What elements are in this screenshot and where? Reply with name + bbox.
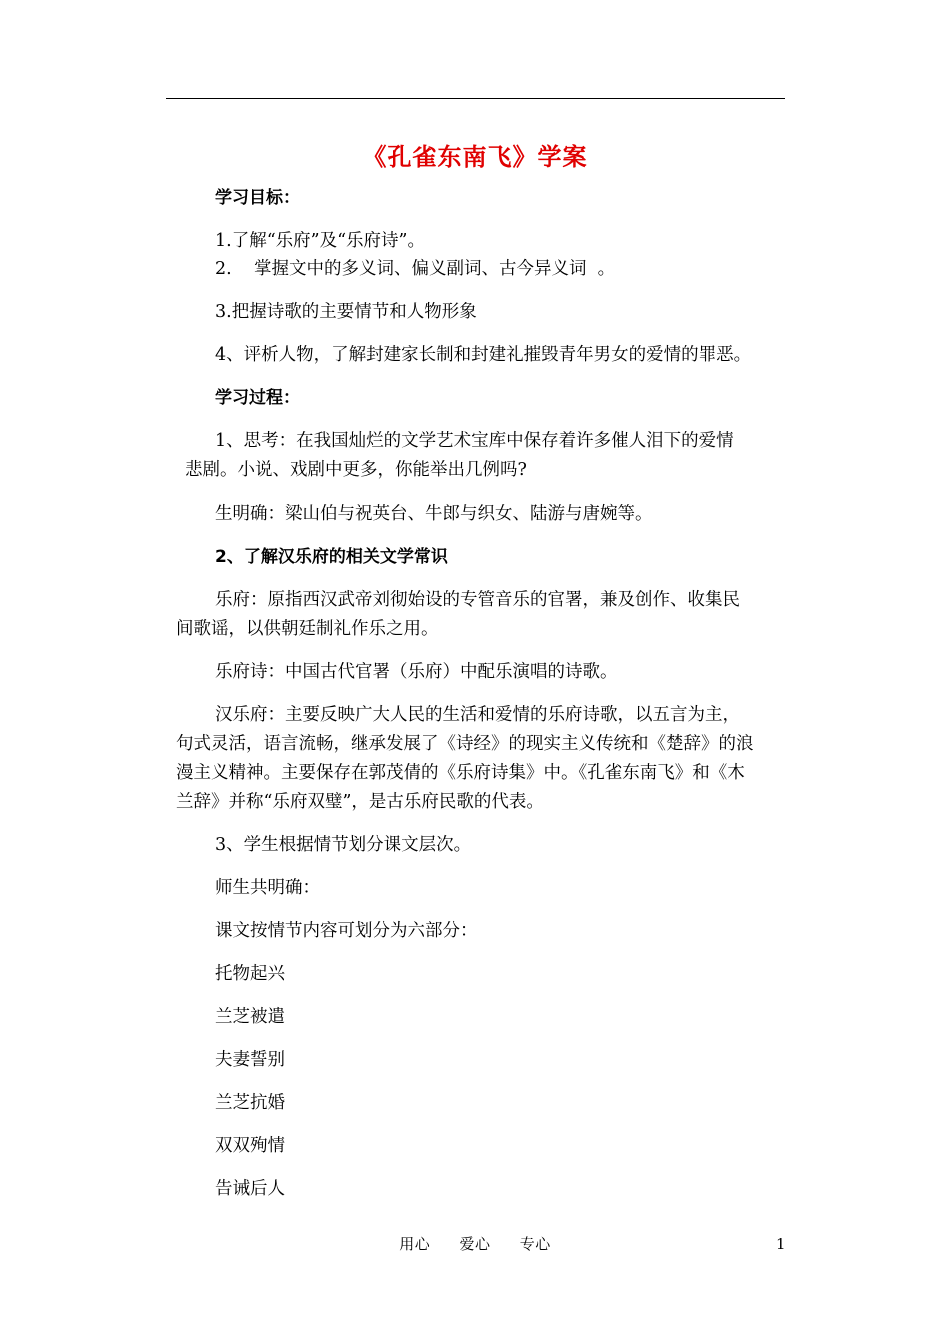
- footer-motto-item: 专心: [519, 1235, 551, 1253]
- han-yuefu-line-3: 漫主义精神。主要保存在郭茂倩的《乐府诗集》中。《孔雀东南飞》和《木: [176, 763, 745, 783]
- yuefu-definition-line-1: 乐府：原指西汉武帝刘彻始设的专管音乐的官署，兼及创作、收集民: [215, 590, 740, 610]
- section-3-answer: 师生共明确：: [215, 878, 320, 898]
- footer-motto: [0, 1233, 950, 1254]
- page-number: 1: [776, 1235, 786, 1253]
- section-2-heading: 2、了解汉乐府的相关文学常识: [215, 547, 448, 567]
- section-3-text: 3、学生根据情节划分课文层次。: [215, 835, 472, 855]
- part-item: 告诫后人: [215, 1179, 285, 1199]
- question-1-line-2: 悲剧。小说、戏剧中更多，你能举出几例吗?: [185, 460, 527, 480]
- goal-item-1: 1.了解“乐府”及“乐府诗”。: [215, 231, 425, 251]
- document-title: 《孔雀东南飞》学案: [362, 143, 588, 171]
- han-yuefu-line-4: 兰辞》并称“乐府双璧”，是古乐府民歌的代表。: [176, 792, 544, 812]
- han-yuefu-line-2: 句式灵活，语言流畅，继承发展了《诗经》的现实主义传统和《楚辞》的浪: [176, 734, 754, 754]
- goal-item-4: 4、评析人物，了解封建家长制和封建礼摧毁青年男女的爱情的罪恶。: [215, 345, 752, 365]
- yuefu-definition-line-2: 间歌谣，以供朝廷制礼作乐之用。: [176, 619, 439, 639]
- part-item: 双双殉情: [215, 1136, 285, 1156]
- footer-motto-item: 爱心: [459, 1235, 491, 1253]
- question-1-answer: 生明确：梁山伯与祝英台、牛郎与织女、陆游与唐婉等。: [215, 504, 653, 524]
- question-1-line-1: 1、思考：在我国灿烂的文学艺术宝库中保存着许多催人泪下的爱情: [215, 431, 734, 451]
- part-item: 兰芝抗婚: [215, 1093, 285, 1113]
- part-item: 夫妻誓别: [215, 1050, 285, 1070]
- footer-motto-item: 用心: [399, 1235, 431, 1253]
- part-item: 托物起兴: [215, 964, 285, 984]
- part-item: 兰芝被遣: [215, 1007, 285, 1027]
- section-3-intro: 课文按情节内容可划分为六部分：: [215, 921, 478, 941]
- han-yuefu-line-1: 汉乐府：主要反映广大人民的生活和爱情的乐府诗歌，以五言为主，: [215, 705, 740, 725]
- goal-item-3: 3.把握诗歌的主要情节和人物形象: [215, 302, 477, 322]
- goal-item-2: 2. 掌握文中的多义词、偏义副词、古今异义词 。: [215, 259, 616, 279]
- yuefushi-definition: 乐府诗：中国古代官署（乐府）中配乐演唱的诗歌。: [215, 662, 618, 682]
- process-heading: 学习过程：: [215, 388, 300, 408]
- header-rule: [166, 98, 785, 99]
- goals-heading: 学习目标：: [215, 188, 300, 208]
